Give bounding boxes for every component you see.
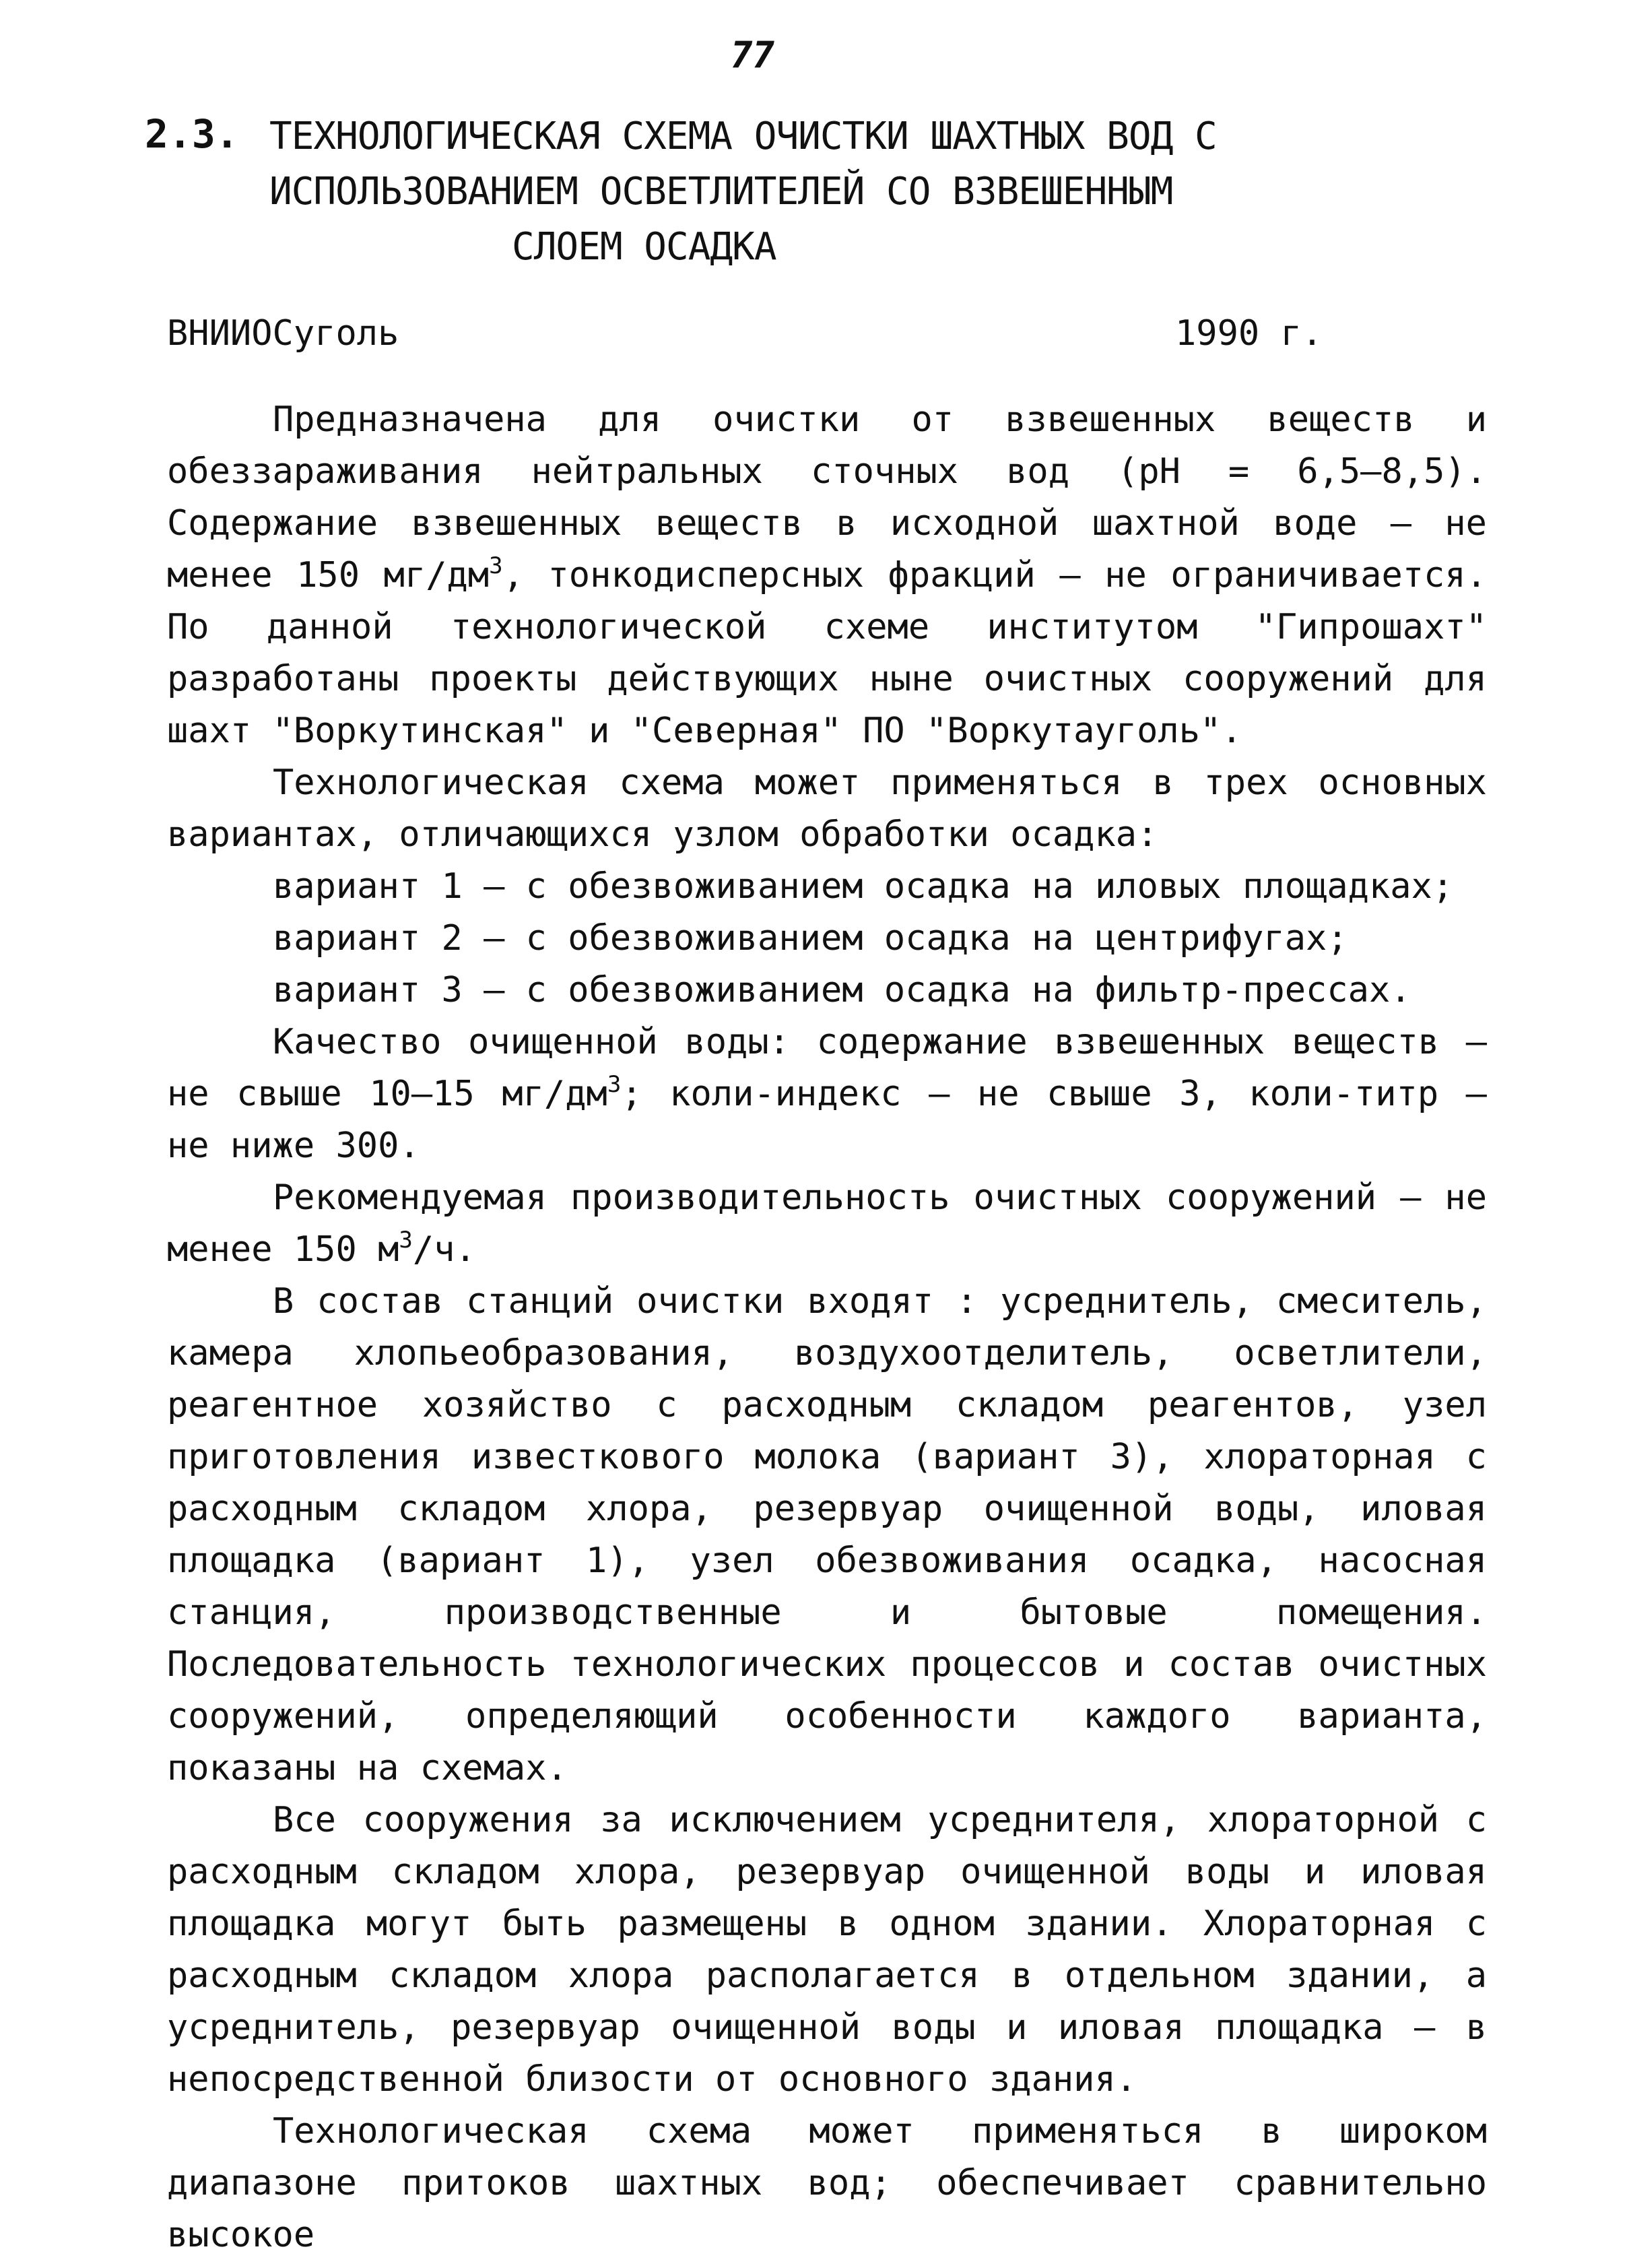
section-title-line-2: ИСПОЛЬЗОВАНИЕМ ОСВЕТЛИТЕЛЕЙ СО ВЗВЕШЕННЫМ <box>269 170 1173 214</box>
paragraph-variants-intro: Технологическая схема может применяться в трех основных вариантах, отличающихся узлом обработки осадка: <box>167 763 1487 855</box>
paragraph-capacity-text-b: /ч. <box>412 1229 476 1270</box>
section-title-line-1: ТЕХНОЛОГИЧЕСКАЯ СХЕМА ОЧИСТКИ ШАХТНЫХ ВОД С <box>269 115 1217 158</box>
superscript-3: 3 <box>489 552 503 579</box>
paragraph-water-quality <box>167 1016 1487 1172</box>
variant-1: вариант 1 – с обезвоживанием осадка на иловых площадках; <box>273 866 1454 907</box>
variant-2: вариант 2 – с обезвоживанием осадка на центрифугах; <box>273 918 1348 959</box>
superscript-3: 3 <box>607 1071 622 1098</box>
superscript-3: 3 <box>399 1227 413 1254</box>
paragraph-building-layout: Все сооружения за исключением усреднителя, хлораторной с расходным складом хлора, резервуар очищенной воды и иловая площадка могут быть размещены в одном здании. Хлораторная с расходным складом хлора располагается в отдельном здании, а усреднитель, резервуар очищенной воды и иловая площадка – в непосредственной близости от основного здания. <box>167 1800 1487 2100</box>
paragraph-capacity <box>167 1172 1487 1276</box>
paragraph-application-range: Технологическая схема может применяться в широком диапазоне притоков шахтных вод; обеспечивает сравнительно высокое <box>167 2111 1487 2255</box>
paragraph-purpose <box>167 394 1487 757</box>
section-title-line-3: СЛОЕМ ОСАДКА <box>512 225 776 269</box>
paragraph-station-composition: В состав станций очистки входят : усреднитель, смеситель, камера хлопьеобразования, воздухоотделитель, осветлители, реагентное хозяйство с расходным складом реагентов, узел приготовления известкового молока (вариант 3), хлораторная с расходным складом хлора, резервуар очищенной воды, иловая площадка (вариант 1), узел обезвоживания осадка, насосная станция, производственные и бытовые помещения. Последовательность технологических процессов и состав очистных сооружений, определяющий особенности каждого варианта, показаны на схемах. <box>167 1281 1487 1788</box>
organization-name: ВНИИОСуголь <box>167 313 399 354</box>
publication-year: 1990 г. <box>1175 313 1323 354</box>
paragraph-water-quality-text-a: Качество очищенной воды: содержание взвешенных веществ – не свыше 10–15 мг/дм <box>167 1022 1487 1114</box>
section-title <box>269 109 1347 275</box>
body-text <box>167 394 1487 2261</box>
section-number: 2.3. <box>145 111 239 157</box>
variant-3: вариант 3 – с обезвоживанием осадка на фильтр-прессах. <box>273 970 1411 1010</box>
page-number: 77 <box>731 34 775 76</box>
paragraph-water-quality-text-b: ; коли-индекс – не свыше 3, коли-титр – не ниже 300. <box>167 1074 1487 1166</box>
paragraph-purpose-text-b: , тонкодисперсных фракций – не ограничивается. По данной технологической схеме институтом "Гипрошахт" разработаны проекты действующих ныне очистных сооружений для шахт "Воркутинская" и "Северная" ПО "Воркутауголь". <box>167 555 1487 751</box>
paragraph-capacity-text-a: Рекомендуемая производительность очистных сооружений – не менее 150 м <box>167 1177 1487 1270</box>
paragraph-purpose-text-a: Предназначена для очистки от взвешенных веществ и обеззараживания нейтральных сточных вод (рН = 6,5–8,5). Содержание взвешенных веществ в исходной шахтной воде – не менее 150 мг/дм <box>167 399 1487 595</box>
